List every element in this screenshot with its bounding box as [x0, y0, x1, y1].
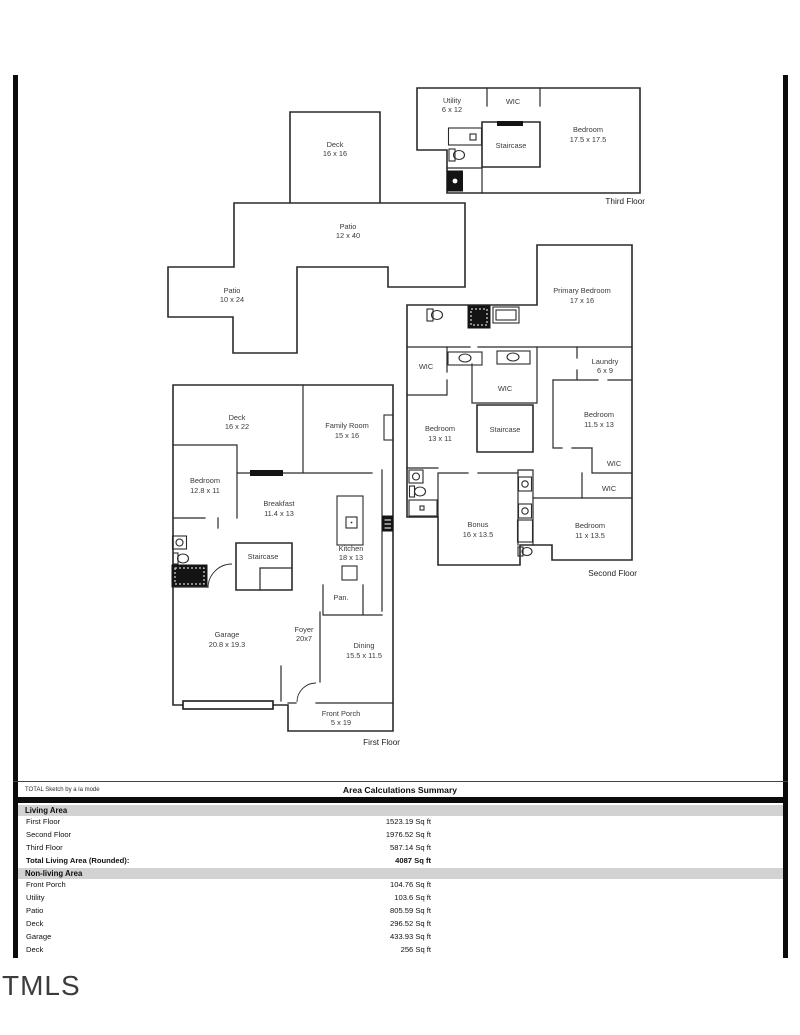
room-label: Utility: [442, 96, 462, 105]
room-label: Bedroom: [573, 125, 603, 134]
table-row: [18, 892, 783, 904]
row-value: 256 Sq ft: [400, 945, 431, 954]
table-row: [18, 944, 783, 956]
row-label: Front Porch: [26, 880, 66, 889]
row-label: First Floor: [26, 817, 61, 826]
summary-divider-bar: [13, 797, 788, 803]
room-label: Bedroom: [190, 476, 220, 485]
room-dims: 6 x 12: [441, 105, 463, 114]
table-row: [18, 905, 783, 917]
table-row: [18, 879, 783, 891]
summary-title: Area Calculations Summary: [342, 785, 458, 795]
room-label: Primary Bedroom: [553, 286, 611, 295]
room-dims: 16 x 13.5: [462, 530, 494, 539]
kitchen-island-icon: [337, 496, 363, 545]
room-dims: 6 x 9: [596, 366, 614, 375]
floor-caption: Second Floor: [588, 569, 637, 578]
room-dims: 20.8 x 19.3: [208, 640, 246, 649]
room-dims: 17 x 16: [569, 296, 595, 305]
row-label: Deck: [26, 919, 44, 928]
room-label: Staircase: [495, 141, 527, 150]
row-label: Patio: [26, 906, 44, 915]
row-value: 805.59 Sq ft: [390, 906, 431, 915]
room-label: Breakfast: [263, 499, 295, 508]
row-label: Total Living Area (Rounded):: [26, 856, 130, 865]
range-icon: [342, 566, 357, 580]
room-label: Garage: [214, 630, 240, 639]
window-icon: [497, 121, 523, 126]
room-dims: 12 x 40: [335, 231, 361, 240]
room-label: Bedroom: [575, 521, 605, 530]
room-label: Family Room: [325, 421, 369, 430]
second-floor-plan: [407, 245, 637, 578]
row-label: Utility: [26, 893, 45, 902]
door-arc: [297, 683, 316, 702]
row-label: Second Floor: [26, 830, 72, 839]
window-icon: [250, 470, 283, 476]
row-label: Third Floor: [26, 843, 63, 852]
floor-caption: First Floor: [363, 738, 400, 747]
row-value: 104.76 Sq ft: [390, 880, 431, 889]
sink-icon: [409, 470, 423, 483]
room-dims: 13 x 11: [428, 434, 452, 443]
room-label: WIC: [497, 384, 513, 393]
room-dims: 11 x 13.5: [575, 531, 605, 540]
room-label: Patio: [223, 286, 241, 295]
garage-door-icon: [183, 701, 273, 709]
shower-icon: [172, 565, 207, 587]
room-label: WIC: [601, 484, 617, 493]
room-label: Dining: [353, 641, 375, 650]
room-dims: 20x7: [295, 634, 313, 643]
room-label: Bedroom: [425, 424, 455, 433]
bathtub-icon: [493, 307, 519, 323]
room-dims: 18 x 13: [338, 553, 364, 562]
room-label: Deck: [228, 413, 246, 422]
bathtub-icon: [409, 500, 437, 516]
room-dims: 12.8 x 11: [190, 486, 220, 495]
room-label: Patio: [339, 222, 357, 231]
row-value: 587.14 Sq ft: [390, 843, 431, 852]
room-dims: 16 x 16: [322, 149, 348, 158]
room-dims: 15.5 x 11.5: [345, 651, 383, 660]
room-label: Laundry: [591, 357, 619, 366]
row-value: 103.6 Sq ft: [394, 893, 431, 902]
toilet-icon: [449, 149, 455, 161]
room-label: Staircase: [489, 425, 521, 434]
row-label: Deck: [26, 945, 44, 954]
outdoor-areas-plan: [168, 112, 465, 353]
room-label: Staircase: [247, 552, 279, 561]
toilet-icon: [427, 309, 433, 321]
room-label: WIC: [606, 459, 622, 468]
room-dims: 15 x 16: [334, 431, 360, 440]
room-label: Front Porch: [321, 709, 361, 718]
room-dims: 16 x 22: [224, 422, 250, 431]
total-living-row: [18, 855, 783, 867]
row-label: Garage: [26, 932, 52, 941]
third-floor-plan: [417, 88, 645, 206]
row-value: 4087 Sq ft: [395, 856, 431, 865]
toilet-icon: [410, 486, 415, 497]
table-row: [18, 931, 783, 943]
first-floor-plan: [172, 385, 400, 747]
table-row: [18, 816, 783, 828]
room-dims: 11.4 x 13: [264, 509, 294, 518]
living-area-header: Living Area: [18, 805, 783, 816]
floor-caption: Third Floor: [605, 197, 645, 206]
sink-icon: [519, 477, 532, 491]
room-dims: 10 x 24: [219, 295, 245, 304]
shower-icon: [518, 520, 533, 542]
room-label: Bedroom: [584, 410, 614, 419]
room-dims: 5 x 19: [330, 718, 352, 727]
row-value: 1976.52 Sq ft: [385, 830, 431, 839]
nonliving-area-header: Non-living Area: [18, 868, 783, 879]
door-arc: [208, 564, 232, 588]
room-label: WIC: [418, 362, 434, 371]
sink-icon: [519, 504, 532, 518]
room-label: Bonus: [467, 520, 489, 529]
room-label: Pan.: [333, 593, 349, 602]
room-label: Deck: [326, 140, 344, 149]
row-value: 296.52 Sq ft: [390, 919, 431, 928]
room-label: WIC: [505, 97, 521, 106]
table-row: [18, 918, 783, 930]
row-value: 433.93 Sq ft: [390, 932, 431, 941]
room-label: Foyer: [294, 625, 314, 634]
table-row: [18, 842, 783, 854]
sketch-brand-text: TOTAL Sketch by a la mode: [25, 787, 100, 793]
table-row: [18, 829, 783, 841]
row-value: 1523.19 Sq ft: [385, 817, 431, 826]
room-label: Kitchen: [338, 544, 364, 553]
tmls-logo: TMLS: [2, 970, 81, 1001]
room-dims: 17.5 x 17.5: [569, 135, 607, 144]
room-dims: 11.5 x 13: [584, 420, 614, 429]
fireplace-icon: [384, 415, 393, 440]
sink-icon: [173, 536, 187, 549]
